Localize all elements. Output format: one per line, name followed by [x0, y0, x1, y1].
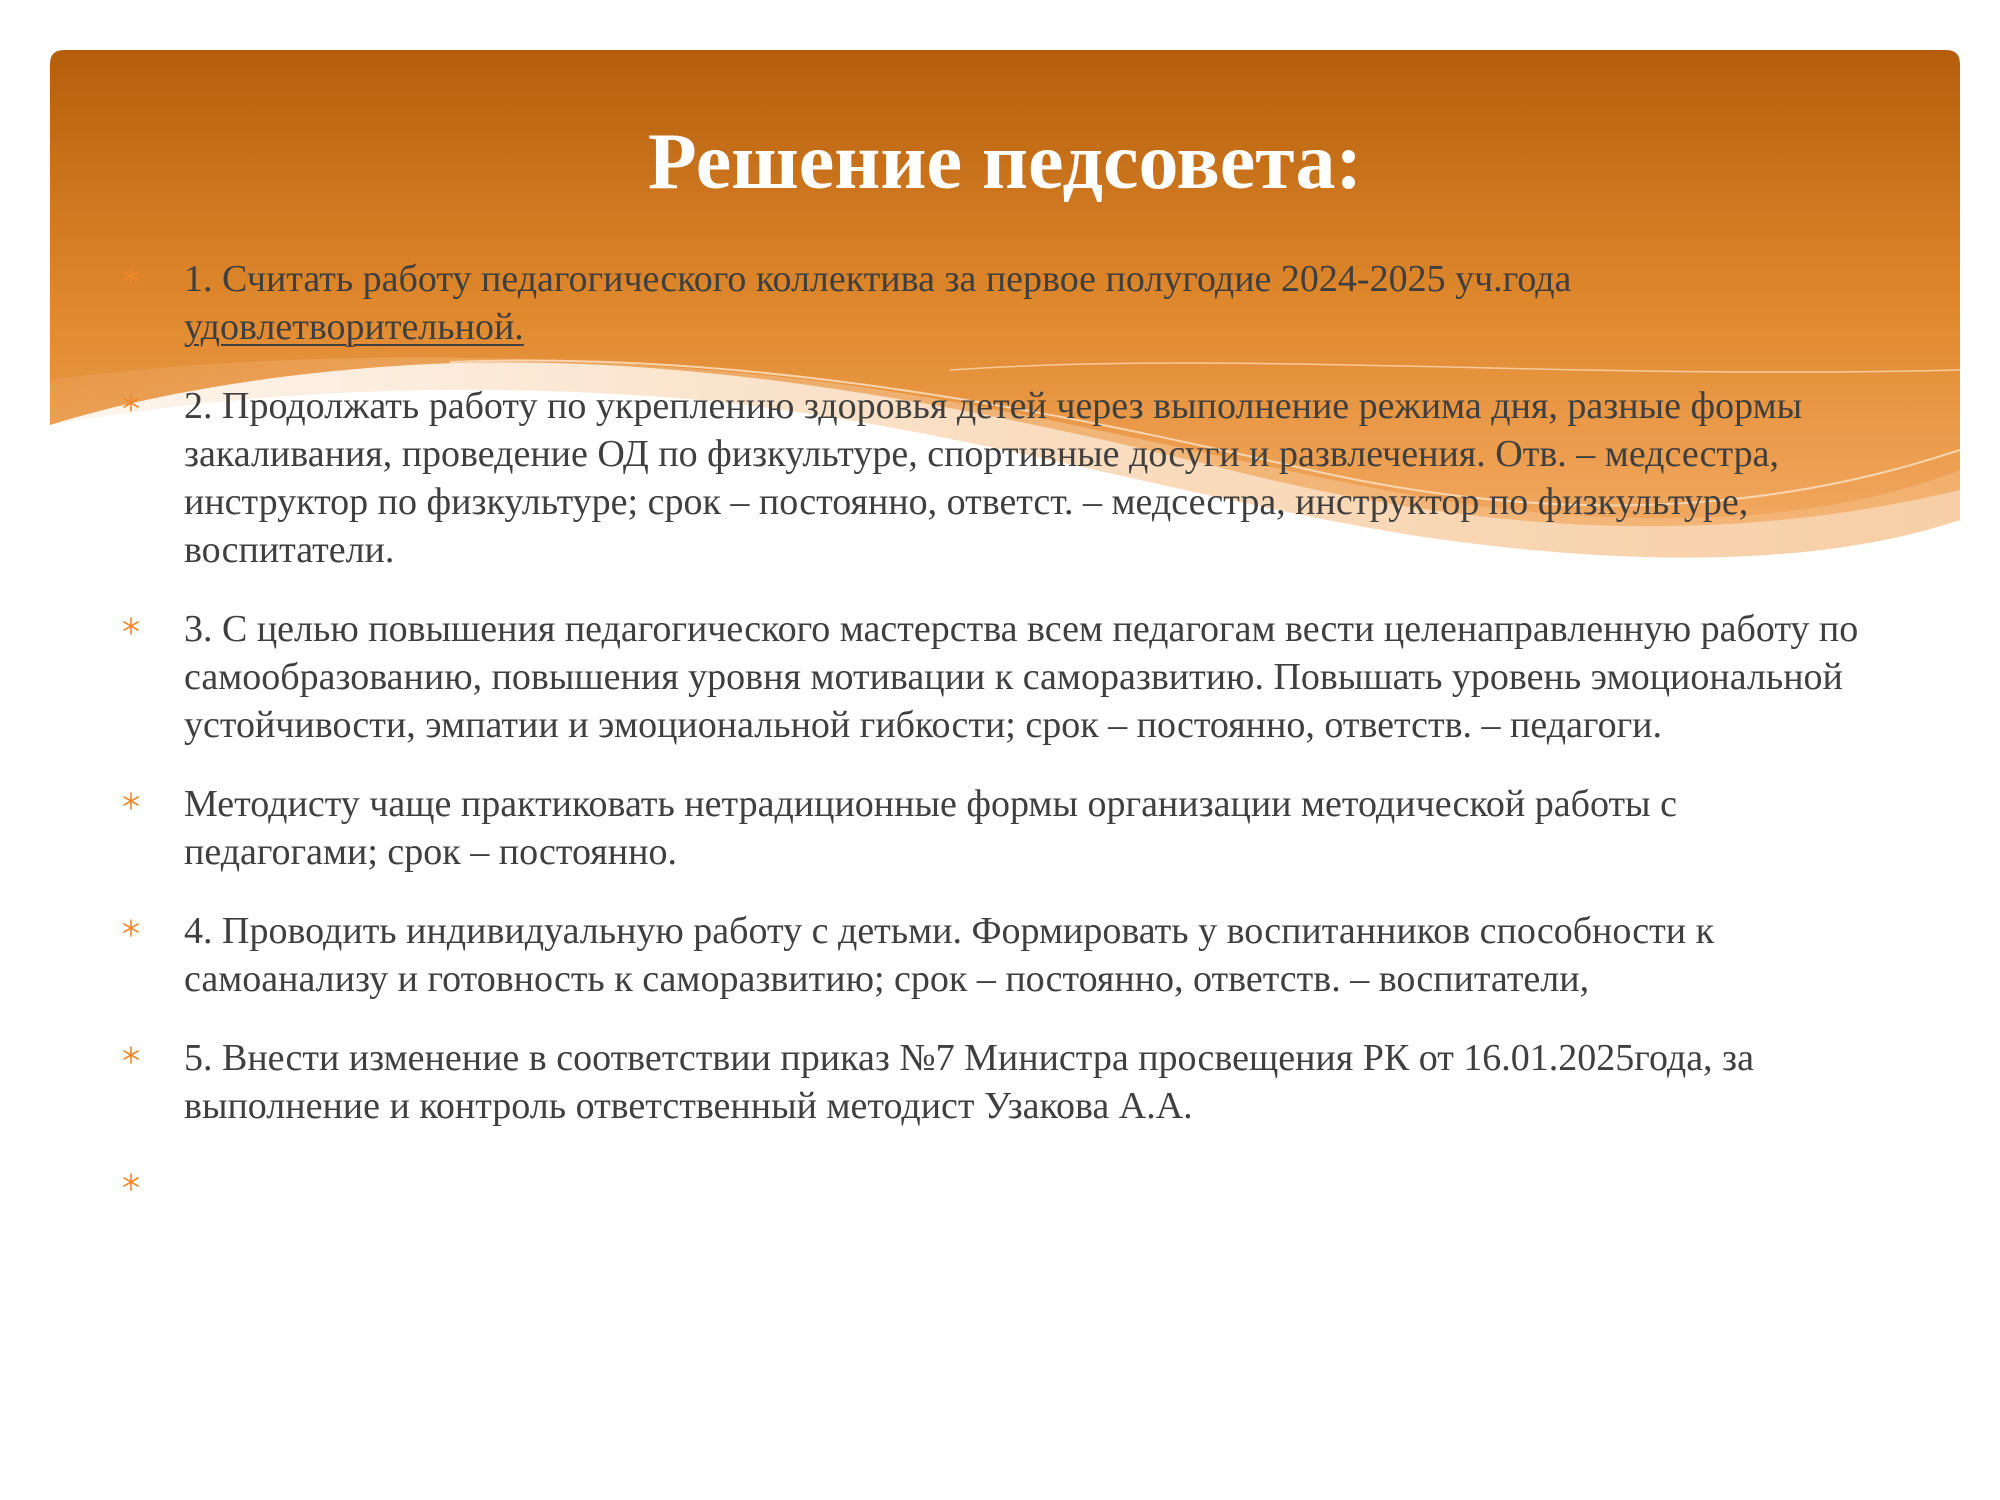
bullet-text: 5. Внести изменение в соответствии приказ №7 Министра просвещения РК от 16.01.2025года, за выполнение и контроль ответственный методист Узакова А.А. — [184, 1037, 1754, 1127]
bullet-text: 2. Продолжать работу по укреплению здоровья детей через выполнение режима дня, разные формы закаливания, проведение ОД по физкультуре, спортивные досуги и развлечения. Отв. – медсестра, инструктор по физкультуре; срок – постоянно, ответст. – медсестра, инструктор по физкультуре, воспитатели. — [184, 385, 1803, 571]
slide-title: Решение педсовета: — [647, 118, 1363, 206]
bullet-text: Методисту чаще практиковать нетрадиционные формы организации методической работы с педагогами; срок – постоянно. — [184, 783, 1677, 873]
bullet-emphasis: удовлетворительной. — [184, 306, 524, 348]
list-item — [118, 907, 1878, 1003]
asterisk-icon — [122, 781, 148, 807]
list-item — [118, 382, 1878, 574]
list-item — [118, 780, 1878, 876]
bullet-text: 1. Считать работу педагогического коллектива за первое полугодие 2024-2025 уч.года — [184, 258, 1572, 300]
asterisk-icon — [122, 908, 148, 934]
asterisk-icon — [122, 1035, 148, 1061]
bullet-text: 3. С целью повышения педагогического мастерства всем педагогам вести целенаправленную работу по самообразованию, повышения уровня мотивации к саморазвитию. Повышать уровень эмоциональной устойчивости, эмпатии и эмоциональной гибкости; срок – постоянно, ответств. – педагоги. — [184, 608, 1859, 746]
asterisk-icon — [122, 383, 148, 409]
list-item — [118, 255, 1878, 351]
list-item — [118, 1034, 1878, 1130]
list-item — [118, 1161, 1878, 1209]
bullet-text: 4. Проводить индивидуальную работу с детьми. Формировать у воспитанников способности к самоанализу и готовность к саморазвитию; срок – постоянно, ответств. – воспитатели, — [184, 910, 1715, 1000]
asterisk-icon — [122, 1162, 148, 1188]
bullet-list — [118, 255, 1878, 1240]
asterisk-icon — [122, 606, 148, 632]
asterisk-icon — [122, 256, 148, 282]
list-item — [118, 605, 1878, 749]
